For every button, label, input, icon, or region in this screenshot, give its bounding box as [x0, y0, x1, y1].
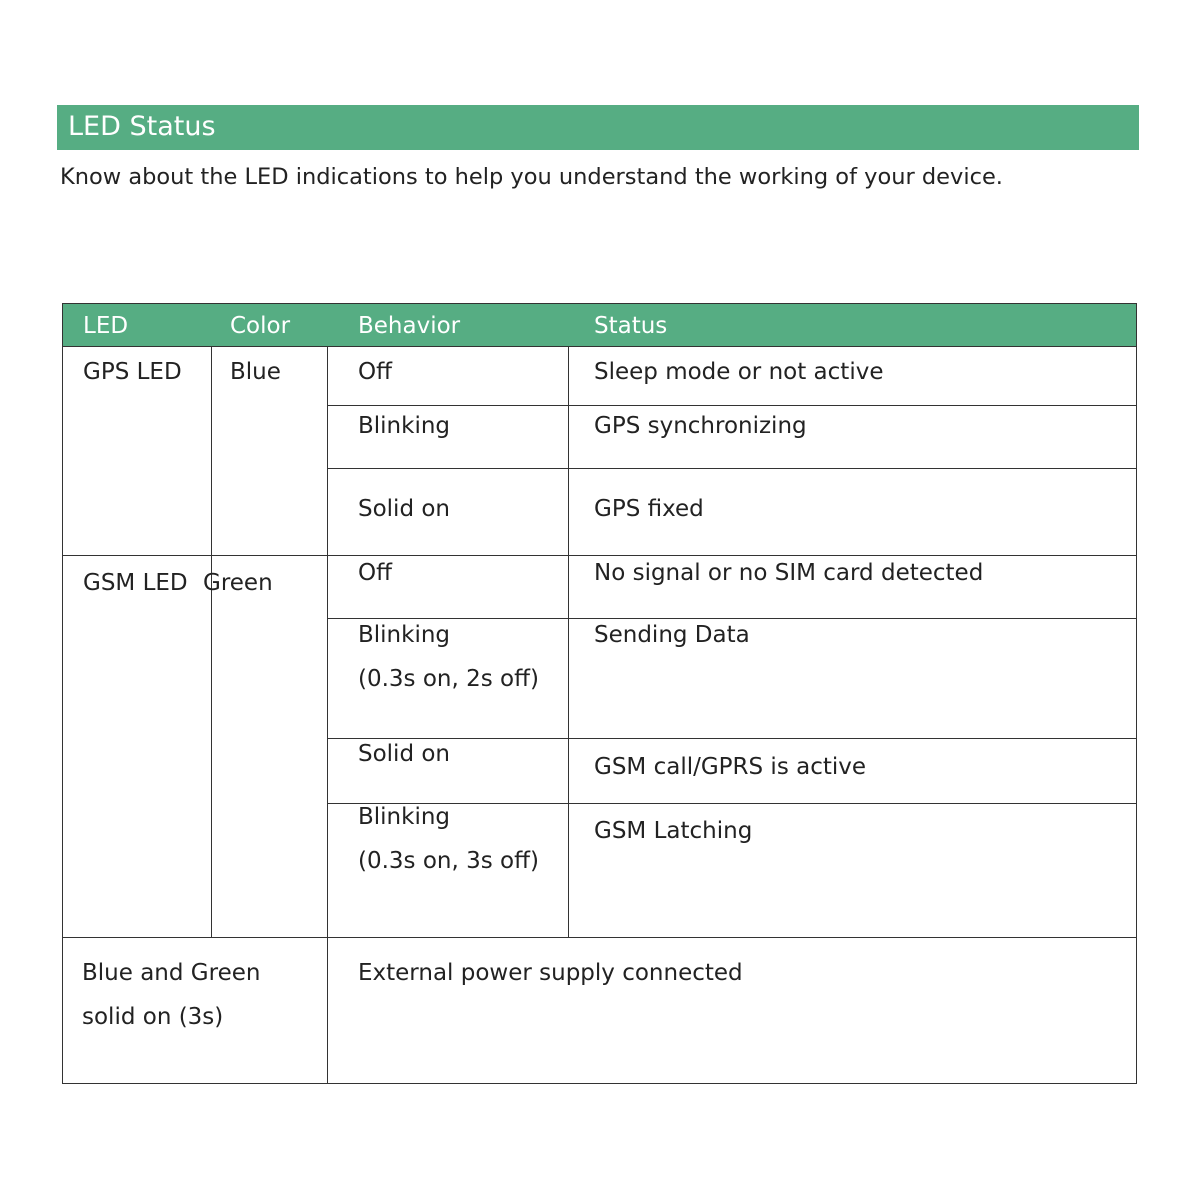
section-title: LED Status: [68, 111, 216, 142]
gsm-status-off: No signal or no SIM card detected: [594, 560, 984, 586]
header-status: Status: [594, 313, 668, 339]
row-divider: [327, 468, 1137, 469]
behavior-note: (0.3s on, 3s off): [358, 848, 539, 874]
combined-led-name: [82, 951, 260, 1039]
group-divider: [63, 937, 1137, 938]
table-header: [63, 304, 1136, 347]
gsm-led-color: Green: [203, 570, 273, 596]
gps-led-color: Blue: [230, 359, 281, 385]
divider-led-color: [211, 347, 212, 937]
gps-behavior-off: Off: [358, 359, 392, 385]
gps-led-name: GPS LED: [83, 359, 182, 385]
gsm-behavior-off: Off: [358, 560, 392, 586]
gsm-status-solid: GSM call/GPRS is active: [594, 754, 867, 780]
gps-status-blinking: GPS synchronizing: [594, 413, 807, 439]
behavior-note: (0.3s on, 2s off): [358, 666, 539, 692]
divider-behavior-status: [568, 347, 569, 937]
gsm-status-latching: GSM Latching: [594, 818, 753, 844]
section-title-bar: [57, 105, 1139, 150]
gps-behavior-blinking: Blinking: [358, 413, 451, 439]
combined-line1: Blue and Green: [82, 960, 261, 986]
gsm-status-sending: Sending Data: [594, 622, 750, 648]
gsm-led-name: GSM LED: [83, 570, 188, 596]
gsm-behavior-solid: Solid on: [358, 741, 451, 767]
divider-color-behavior: [327, 347, 328, 1084]
combined-line2: solid on (3s): [82, 1004, 224, 1030]
behavior-label: Blinking: [358, 622, 451, 648]
gsm-behavior-blinking-3s: [358, 795, 539, 883]
header-behavior: Behavior: [358, 313, 461, 339]
led-status-table: [62, 303, 1137, 1084]
gps-status-solid: GPS fixed: [594, 496, 704, 522]
header-led: LED: [83, 313, 129, 339]
gps-behavior-solid: Solid on: [358, 496, 451, 522]
behavior-label: Blinking: [358, 804, 451, 830]
gps-status-off: Sleep mode or not active: [594, 359, 884, 385]
gsm-behavior-blinking-2s: [358, 613, 539, 701]
header-color: Color: [230, 313, 291, 339]
combined-status: External power supply connected: [358, 960, 743, 986]
section-subtitle: Know about the LED indications to help you understand the working of your device.: [60, 164, 1003, 190]
